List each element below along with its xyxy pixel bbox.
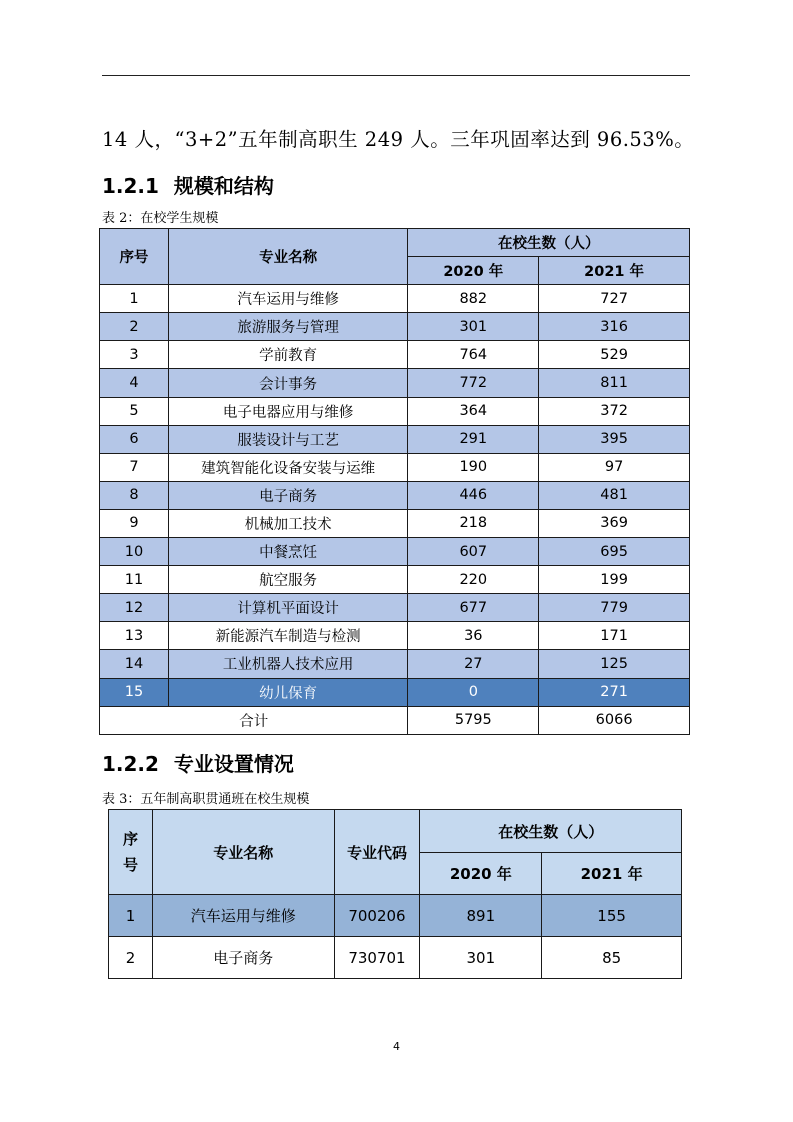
- total-2021: 6066: [539, 706, 690, 734]
- total-label: 合计: [100, 706, 408, 734]
- header-major: 专业名称: [152, 810, 334, 895]
- cell-major: 汽车运用与维修: [168, 285, 408, 313]
- cell-major: 机械加工技术: [168, 509, 408, 537]
- table-row: [100, 481, 690, 509]
- table-row: [109, 895, 682, 937]
- five-year-program-table: [108, 809, 682, 979]
- section-heading-1-2-1: [102, 170, 274, 199]
- cell-major: 计算机平面设计: [168, 594, 408, 622]
- header-2021: 2021 年: [542, 853, 682, 895]
- cell-index: 2: [100, 313, 169, 341]
- cell-index: 11: [100, 566, 169, 594]
- cell-2021: 481: [539, 481, 690, 509]
- cell-2021: 372: [539, 397, 690, 425]
- cell-major: 汽车运用与维修: [152, 895, 334, 937]
- cell-major: 幼儿保育: [168, 678, 408, 706]
- cell-2021: 125: [539, 650, 690, 678]
- table-row: [100, 650, 690, 678]
- cell-2021: 779: [539, 594, 690, 622]
- cell-2020: 190: [408, 453, 539, 481]
- table-row: [100, 509, 690, 537]
- table-row: [100, 538, 690, 566]
- table-row: [100, 566, 690, 594]
- cell-index: 1: [109, 895, 153, 937]
- table-header-row: [109, 810, 682, 853]
- intro-paragraph: 14 人，“3+2”五年制高职生 249 人。三年巩固率达到 96.53%。: [102, 128, 695, 151]
- cell-2021: 171: [539, 622, 690, 650]
- header-index: 序 号: [109, 810, 153, 895]
- header-code: 专业代码: [334, 810, 420, 895]
- cell-index: 4: [100, 369, 169, 397]
- cell-2021: 85: [542, 937, 682, 979]
- cell-2020: 291: [408, 425, 539, 453]
- cell-2020: 218: [408, 509, 539, 537]
- cell-2020: 891: [420, 895, 542, 937]
- cell-major: 旅游服务与管理: [168, 313, 408, 341]
- table-row: [100, 453, 690, 481]
- cell-major: 航空服务: [168, 566, 408, 594]
- cell-index: 6: [100, 425, 169, 453]
- cell-code: 730701: [334, 937, 420, 979]
- cell-major: 学前教育: [168, 341, 408, 369]
- cell-index: 1: [100, 285, 169, 313]
- table-row: [100, 678, 690, 706]
- header-2020: 2020 年: [408, 257, 539, 285]
- cell-2020: 882: [408, 285, 539, 313]
- table-header-row: [100, 229, 690, 257]
- table-row: [100, 397, 690, 425]
- section-title: 规模和结构: [173, 174, 274, 198]
- cell-major: 中餐烹饪: [168, 538, 408, 566]
- section-title: 专业设置情况: [173, 752, 294, 776]
- table-row: [100, 341, 690, 369]
- table-row: [109, 937, 682, 979]
- cell-2021: 727: [539, 285, 690, 313]
- table3-caption: 表 3：五年制高职贯通班在校生规模: [102, 792, 310, 807]
- cell-index: 15: [100, 678, 169, 706]
- cell-2020: 772: [408, 369, 539, 397]
- cell-2020: 0: [408, 678, 539, 706]
- page-number: 4: [393, 1040, 400, 1053]
- total-row: [100, 706, 690, 734]
- cell-index: 9: [100, 509, 169, 537]
- header-2021: 2021 年: [539, 257, 690, 285]
- cell-major: 服装设计与工艺: [168, 425, 408, 453]
- cell-major: 电子商务: [168, 481, 408, 509]
- table-row: [100, 285, 690, 313]
- table2-caption: 表 2：在校学生规模: [102, 211, 219, 226]
- cell-2020: 220: [408, 566, 539, 594]
- table-row: [100, 594, 690, 622]
- cell-index: 12: [100, 594, 169, 622]
- table-row: [100, 622, 690, 650]
- header-students: 在校生数（人）: [420, 810, 682, 853]
- cell-index: 7: [100, 453, 169, 481]
- cell-index: 3: [100, 341, 169, 369]
- cell-2021: 97: [539, 453, 690, 481]
- cell-major: 电子电器应用与维修: [168, 397, 408, 425]
- cell-major: 工业机器人技术应用: [168, 650, 408, 678]
- cell-2021: 395: [539, 425, 690, 453]
- enrollment-table: [99, 228, 690, 735]
- cell-2020: 446: [408, 481, 539, 509]
- cell-major: 会计事务: [168, 369, 408, 397]
- header-students: 在校生数（人）: [408, 229, 690, 257]
- cell-2020: 27: [408, 650, 539, 678]
- cell-2020: 364: [408, 397, 539, 425]
- cell-2021: 811: [539, 369, 690, 397]
- cell-major: 建筑智能化设备安装与运维: [168, 453, 408, 481]
- section-heading-1-2-2: [102, 748, 294, 777]
- table-row: [100, 313, 690, 341]
- cell-2021: 695: [539, 538, 690, 566]
- cell-index: 13: [100, 622, 169, 650]
- cell-index: 2: [109, 937, 153, 979]
- cell-code: 700206: [334, 895, 420, 937]
- cell-2021: 271: [539, 678, 690, 706]
- cell-2020: 301: [408, 313, 539, 341]
- section-number: 1.2.2: [102, 752, 159, 776]
- cell-2020: 301: [420, 937, 542, 979]
- cell-2020: 677: [408, 594, 539, 622]
- section-number: 1.2.1: [102, 174, 159, 198]
- cell-index: 10: [100, 538, 169, 566]
- table-row: [100, 425, 690, 453]
- header-index: 序号: [100, 229, 169, 285]
- cell-2021: 369: [539, 509, 690, 537]
- cell-major: 新能源汽车制造与检测: [168, 622, 408, 650]
- table-row: [100, 369, 690, 397]
- cell-index: 8: [100, 481, 169, 509]
- header-rule: [102, 75, 690, 76]
- cell-2021: 199: [539, 566, 690, 594]
- cell-2020: 36: [408, 622, 539, 650]
- cell-2021: 155: [542, 895, 682, 937]
- cell-2021: 316: [539, 313, 690, 341]
- total-2020: 5795: [408, 706, 539, 734]
- cell-2020: 607: [408, 538, 539, 566]
- cell-index: 5: [100, 397, 169, 425]
- header-2020: 2020 年: [420, 853, 542, 895]
- cell-index: 14: [100, 650, 169, 678]
- cell-2020: 764: [408, 341, 539, 369]
- cell-2021: 529: [539, 341, 690, 369]
- cell-major: 电子商务: [152, 937, 334, 979]
- header-major: 专业名称: [168, 229, 408, 285]
